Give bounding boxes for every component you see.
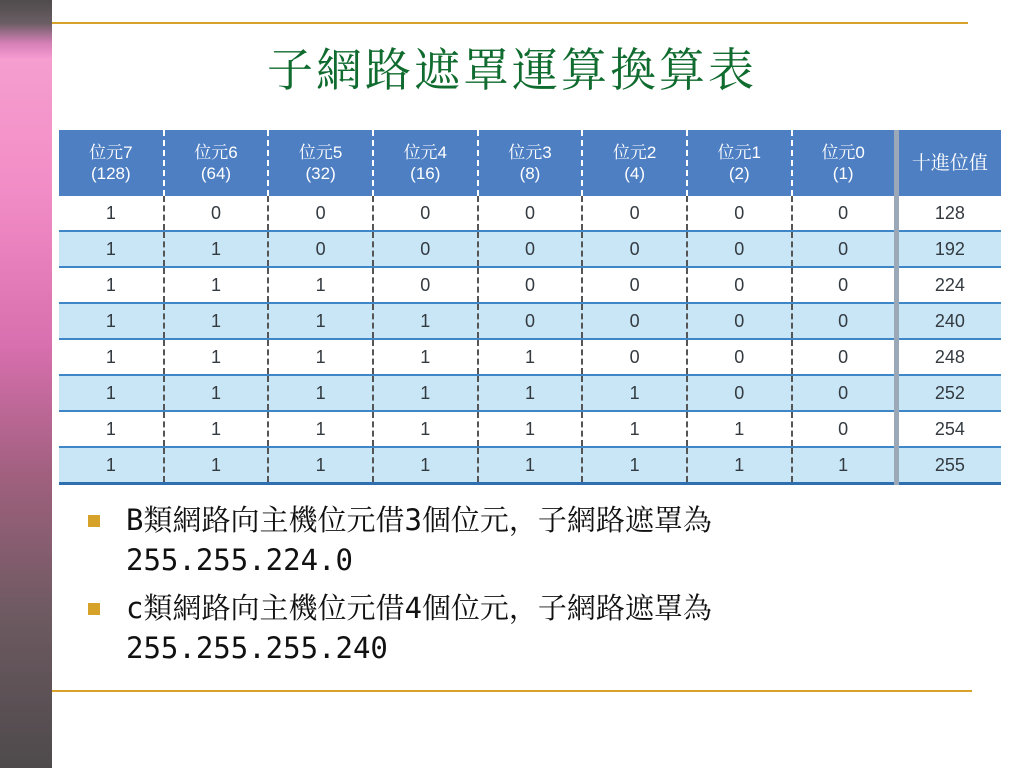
table-row <box>59 303 1001 339</box>
subnet-mask-table <box>59 130 1001 485</box>
bullet-list <box>82 500 972 676</box>
square-bullet-icon <box>88 515 100 527</box>
bit-cell: 1 <box>373 411 478 447</box>
bit-cell: 1 <box>478 411 583 447</box>
bullet-text-line: B類網路向主機位元借3個位元，子網路遮罩為 <box>126 503 712 537</box>
top-rule <box>52 22 968 24</box>
decimal-value-cell: 240 <box>896 303 1001 339</box>
table-header-row <box>59 130 1001 196</box>
decimal-value-cell: 248 <box>896 339 1001 375</box>
bit-cell: 1 <box>164 267 269 303</box>
bit-cell: 0 <box>582 339 687 375</box>
square-bullet-icon <box>88 603 100 615</box>
table-row <box>59 231 1001 267</box>
bit-cell: 1 <box>268 411 373 447</box>
bit-cell: 0 <box>478 196 583 231</box>
header-bit2: 位元2 (4) <box>582 130 687 196</box>
bit-cell: 0 <box>792 231 897 267</box>
table-row <box>59 411 1001 447</box>
header-bit3: 位元3 (8) <box>478 130 583 196</box>
bit-cell: 1 <box>687 447 792 484</box>
header-bit7: 位元7 (128) <box>59 130 164 196</box>
bit-cell: 1 <box>59 339 164 375</box>
decimal-value-cell: 128 <box>896 196 1001 231</box>
header-bit6: 位元6 (64) <box>164 130 269 196</box>
bit-cell: 0 <box>268 231 373 267</box>
decimal-value-cell: 254 <box>896 411 1001 447</box>
table-row <box>59 447 1001 484</box>
bullet-text-line: 255.255.255.240 <box>126 631 388 665</box>
bit-cell: 1 <box>164 411 269 447</box>
bit-cell: 1 <box>478 339 583 375</box>
bit-cell: 1 <box>268 339 373 375</box>
decimal-value-cell: 255 <box>896 447 1001 484</box>
bit-cell: 0 <box>268 196 373 231</box>
bit-cell: 1 <box>373 339 478 375</box>
bit-cell: 0 <box>687 375 792 411</box>
bit-cell: 0 <box>373 231 478 267</box>
bit-cell: 1 <box>478 447 583 484</box>
bit-cell: 1 <box>164 375 269 411</box>
bit-cell: 1 <box>164 447 269 484</box>
decimal-value-cell: 192 <box>896 231 1001 267</box>
bit-cell: 1 <box>268 303 373 339</box>
bit-cell: 0 <box>478 231 583 267</box>
bit-cell: 1 <box>478 375 583 411</box>
table-row <box>59 267 1001 303</box>
bit-cell: 1 <box>792 447 897 484</box>
bit-cell: 1 <box>59 231 164 267</box>
bit-cell: 1 <box>59 447 164 484</box>
table-row <box>59 375 1001 411</box>
bit-cell: 0 <box>687 339 792 375</box>
bit-cell: 0 <box>792 375 897 411</box>
bit-cell: 0 <box>687 196 792 231</box>
decimal-value-cell: 252 <box>896 375 1001 411</box>
bit-cell: 0 <box>582 231 687 267</box>
bit-cell: 1 <box>373 375 478 411</box>
header-decimal: 十進位值 <box>896 130 1001 196</box>
header-bit5: 位元5 (32) <box>268 130 373 196</box>
bit-cell: 1 <box>582 447 687 484</box>
bit-cell: 1 <box>164 303 269 339</box>
slide-title: 子網路遮罩運算換算表 <box>267 43 757 97</box>
bit-cell: 1 <box>164 339 269 375</box>
bit-cell: 1 <box>582 375 687 411</box>
bit-cell: 1 <box>59 267 164 303</box>
bit-cell: 0 <box>373 196 478 231</box>
bullet-item <box>82 500 972 580</box>
bit-cell: 0 <box>792 196 897 231</box>
bottom-rule <box>52 690 972 692</box>
bit-cell: 0 <box>478 303 583 339</box>
bit-cell: 0 <box>582 196 687 231</box>
bit-cell: 1 <box>268 447 373 484</box>
bit-cell: 1 <box>582 411 687 447</box>
bit-cell: 1 <box>373 447 478 484</box>
bit-cell: 0 <box>582 303 687 339</box>
bit-cell: 0 <box>478 267 583 303</box>
bit-cell: 1 <box>268 267 373 303</box>
bit-cell: 0 <box>792 267 897 303</box>
header-bit4: 位元4 (16) <box>373 130 478 196</box>
bullet-text-line: c類網路向主機位元借4個位元，子網路遮罩為 <box>126 591 712 625</box>
table-row <box>59 339 1001 375</box>
bit-cell: 0 <box>792 339 897 375</box>
header-bit0: 位元0 (1) <box>792 130 897 196</box>
decimal-value-cell: 224 <box>896 267 1001 303</box>
subnet-table-container <box>59 130 1001 485</box>
bit-cell: 1 <box>164 231 269 267</box>
bit-cell: 0 <box>792 411 897 447</box>
bit-cell: 1 <box>59 375 164 411</box>
bit-cell: 1 <box>373 303 478 339</box>
bit-cell: 1 <box>687 411 792 447</box>
bit-cell: 0 <box>373 267 478 303</box>
bullet-item <box>82 588 972 668</box>
bit-cell: 1 <box>59 196 164 231</box>
bullet-text-line: 255.255.224.0 <box>126 543 353 577</box>
bit-cell: 1 <box>268 375 373 411</box>
bit-cell: 0 <box>687 303 792 339</box>
bit-cell: 0 <box>687 231 792 267</box>
sidebar-decoration <box>0 0 52 768</box>
bit-cell: 0 <box>582 267 687 303</box>
bit-cell: 0 <box>687 267 792 303</box>
header-bit1: 位元1 (2) <box>687 130 792 196</box>
bit-cell: 1 <box>59 303 164 339</box>
bit-cell: 0 <box>792 303 897 339</box>
sidebar-top-decoration <box>0 0 52 58</box>
bit-cell: 0 <box>164 196 269 231</box>
bit-cell: 1 <box>59 411 164 447</box>
table-row <box>59 196 1001 231</box>
